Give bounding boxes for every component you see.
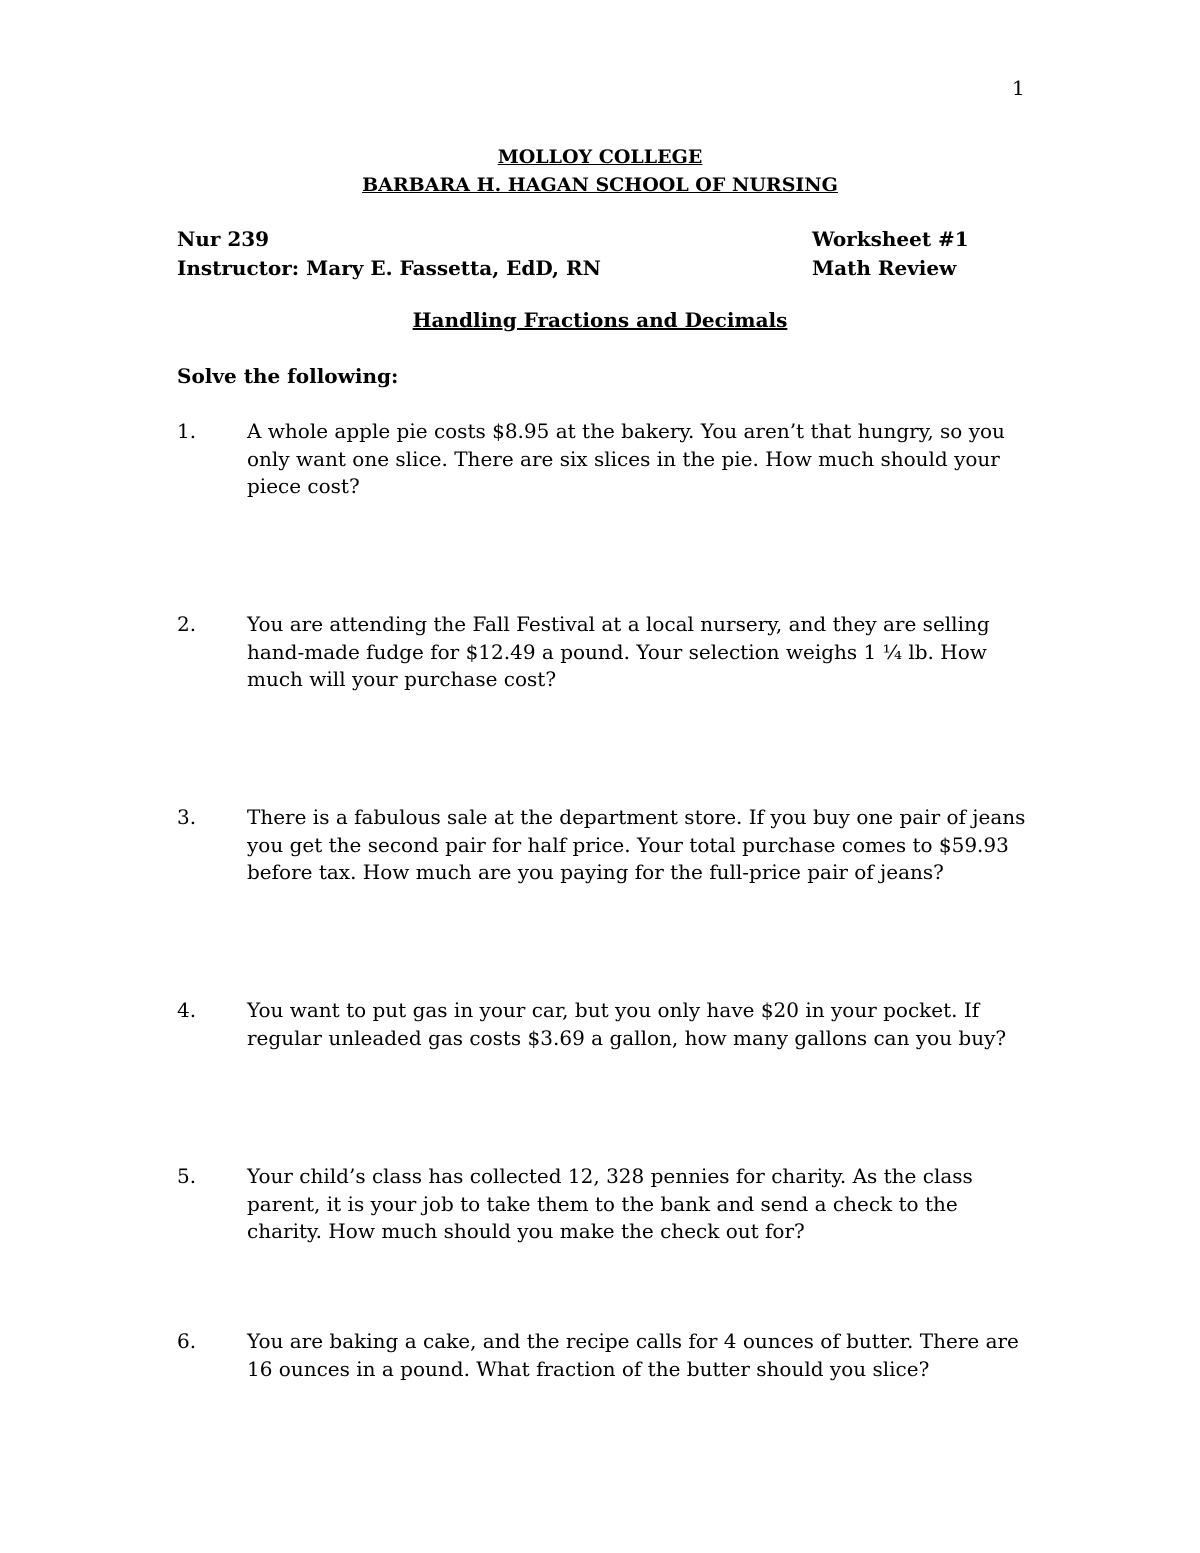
- question-text: There is a fabulous sale at the department store. If you buy one pair of jeans you get the second pair for half price. Your total purchase comes to $59.93 before tax. How much are you paying for the full-price pair of jeans?: [247, 805, 1026, 884]
- course-code: Nur 239: [177, 227, 270, 251]
- question-text: A whole apple pie costs $8.95 at the bakery. You aren’t that hungry, so you only want one slice. There are six slices in the pie. How much should your piece cost?: [247, 419, 1005, 498]
- question-text: You want to put gas in your car, but you only have $20 in your pocket. If regular unleaded gas costs $3.69 a gallon, how many gallons can you buy?: [247, 998, 1007, 1050]
- question-item: [177, 997, 1037, 1052]
- section-title: Handling Fractions and Decimals: [412, 308, 788, 332]
- question-item: [177, 418, 1037, 501]
- institution-name: MOLLOY COLLEGE: [497, 146, 703, 168]
- question-item: [177, 611, 1037, 694]
- question-number: 3.: [177, 805, 197, 829]
- course-info: [177, 225, 601, 283]
- instructions: Solve the following:: [177, 364, 399, 388]
- school-name: BARBARA H. HAGAN SCHOOL OF NURSING: [362, 174, 838, 196]
- question-number: 2.: [177, 612, 197, 636]
- question-text: You are baking a cake, and the recipe calls for 4 ounces of butter. There are 16 ounces in a pound. What fraction of the butter should you slice?: [247, 1329, 1019, 1381]
- instructor-name: Instructor: Mary E. Fassetta, EdD, RN: [177, 256, 601, 280]
- question-item: [177, 1328, 1037, 1383]
- question-number: 1.: [177, 419, 197, 443]
- page-number: 1: [1012, 76, 1025, 100]
- question-item: [177, 804, 1037, 887]
- question-item: [177, 1163, 1037, 1246]
- question-text: Your child’s class has collected 12, 328 pennies for charity. As the class parent, it is your job to take them to the bank and send a check to the charity. How much should you make the check out for?: [247, 1164, 973, 1243]
- worksheet-topic: Math Review: [812, 256, 957, 280]
- question-number: 5.: [177, 1164, 197, 1188]
- question-text: You are attending the Fall Festival at a local nursery, and they are selling hand-made fudge for $12.49 a pound. Your selection weighs 1 ¼ lb. How much will your purchase cost?: [247, 612, 990, 691]
- document-header: [0, 143, 1200, 199]
- worksheet-number: Worksheet #1: [812, 227, 969, 251]
- worksheet-info: [812, 225, 969, 283]
- question-number: 4.: [177, 998, 197, 1022]
- question-number: 6.: [177, 1329, 197, 1353]
